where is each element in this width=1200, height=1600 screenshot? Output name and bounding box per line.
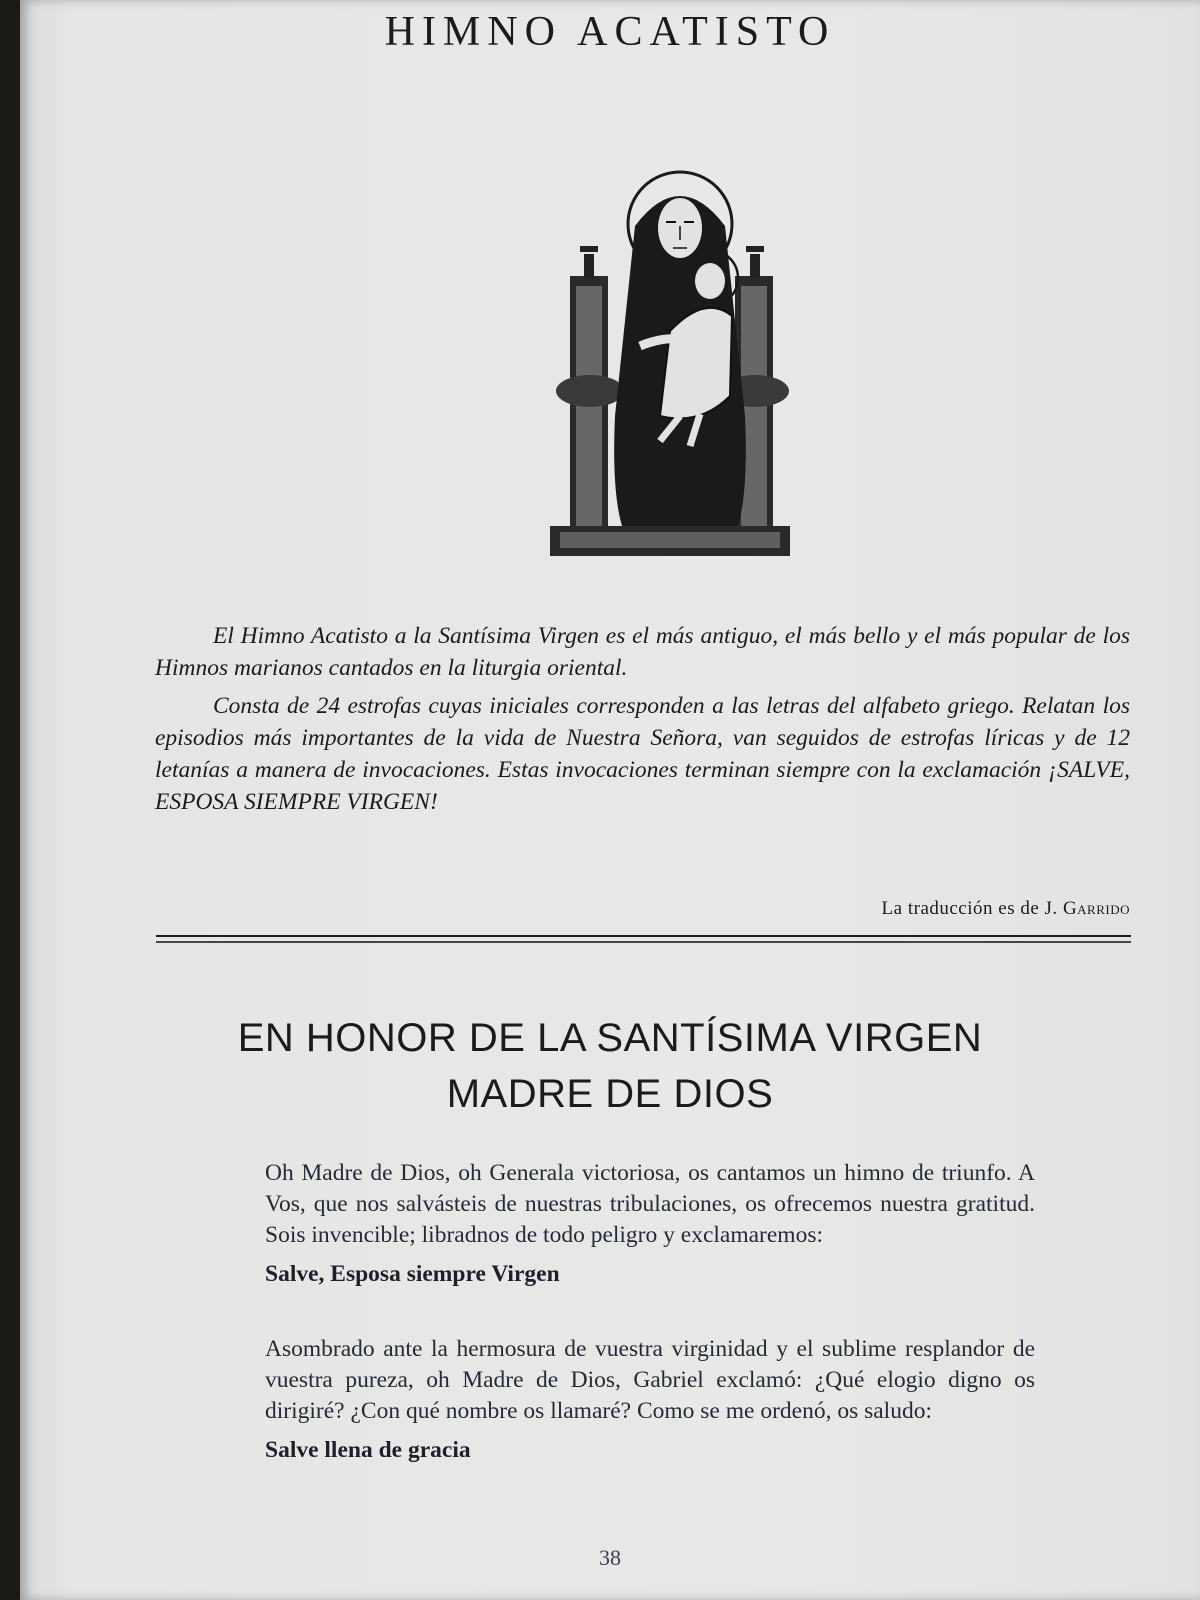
credit-prefix: La traducción es de J.: [881, 898, 1063, 919]
page-number: 38: [599, 1545, 621, 1570]
translation-credit: [882, 898, 1130, 920]
section-title: [20, 1010, 1200, 1122]
stanza-refrain: Salve llena de gracia: [265, 1437, 471, 1463]
section-title-line: MADRE DE DIOS: [446, 1072, 774, 1116]
hymn-body: [265, 1158, 1035, 1510]
intro-paragraph: El Himno Acatisto a la Santísima Virgen es el más antiguo, el más bello y el más popular de los Himnos marianos cantados en la liturgia oriental.: [155, 623, 1130, 681]
stanza-text: Oh Madre de Dios, oh Generala victoriosa, os cantamos un himno de triunfo. A Vos, que nos salvásteis de nuestras tribulaciones, os ofrecemos nuestra gratitud. Sois invencible; libradnos de todo peligro y exclamaremos:: [265, 1160, 1035, 1248]
divider-rule: [156, 941, 1131, 943]
section-title-line: EN HONOR DE LA SANTÍSIMA VIRGEN: [237, 1016, 983, 1060]
page-title: HIMNO ACATISTO: [384, 9, 836, 55]
credit-name: Garrido: [1062, 898, 1130, 919]
stanza-refrain: Salve, Esposa siempre Virgen: [265, 1261, 560, 1287]
book-page: [20, 0, 1200, 1600]
divider-rule: [156, 935, 1131, 937]
intro-text: [155, 620, 1130, 824]
stanza-text: Asombrado ante la hermosura de vuestra virginidad y el sublime resplandor de vuestra pureza, oh Madre de Dios, Gabriel exclamó: ¿Qué elogio digno os dirigiré? ¿Con qué nombre os llamaré? Como se me ordenó, os saludo:: [265, 1336, 1035, 1424]
virgin-and-child-icon: [540, 166, 810, 566]
intro-paragraph: Consta de 24 estrofas cuyas iniciales corresponden a las letras del alfabeto griego. Relatan los episodios más importantes de la vida de Nuestra Señora, van seguidos de estrofas líricas y de 12 letanías a manera de invocaciones. Estas invocaciones terminan siempre con la exclamación ¡SALVE, ESPOSA SIEMPRE VIRGEN!: [155, 693, 1130, 815]
